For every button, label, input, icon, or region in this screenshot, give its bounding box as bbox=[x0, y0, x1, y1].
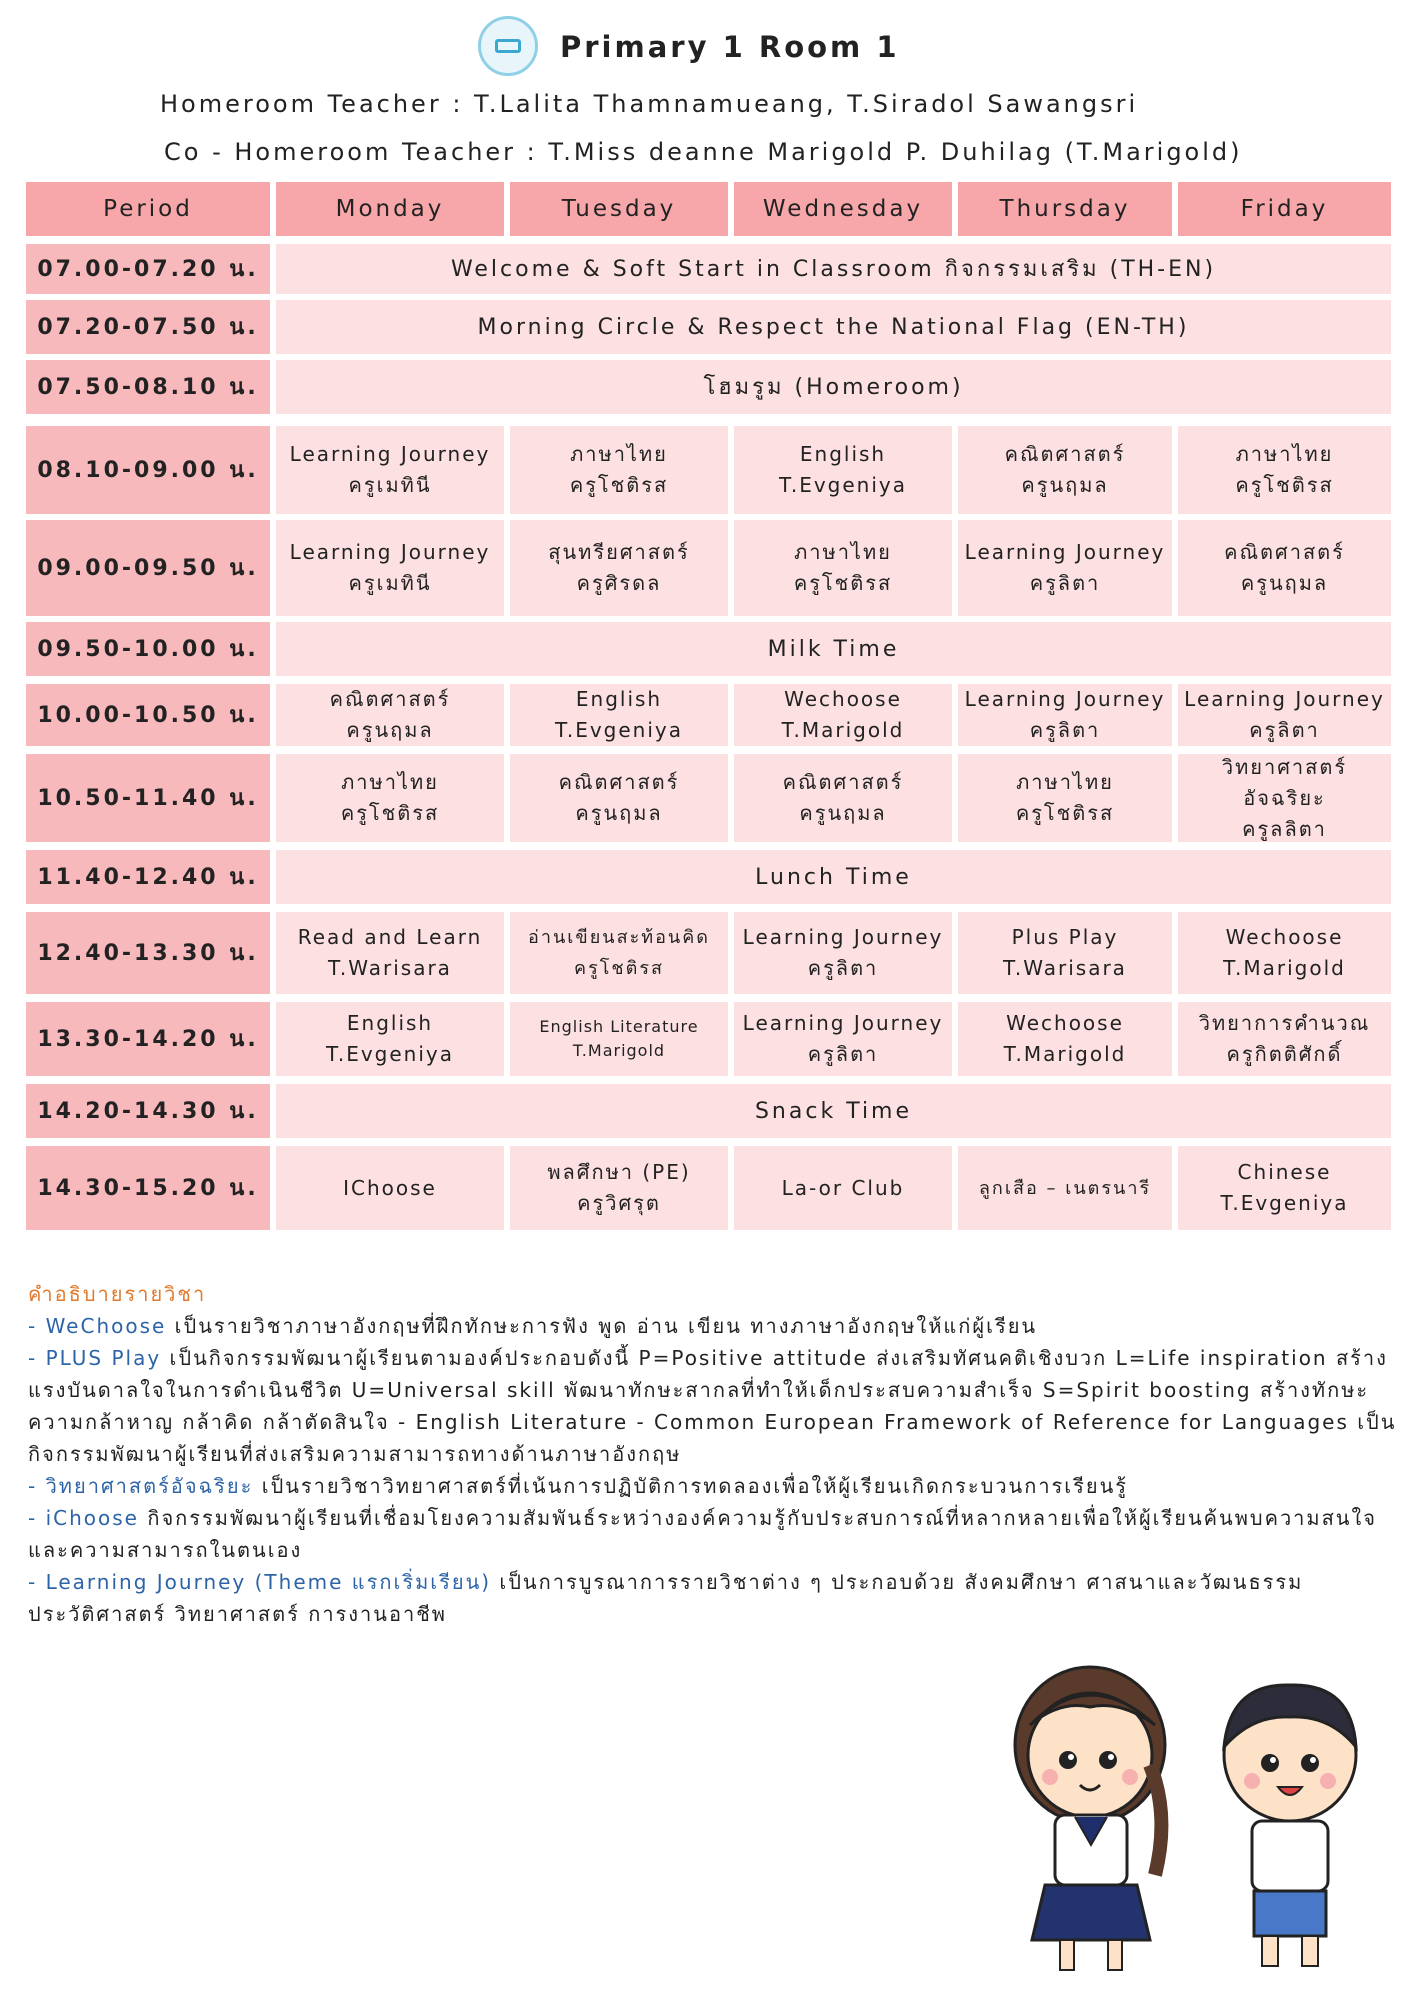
teacher-name: ครูเมทินี bbox=[348, 571, 432, 595]
teacher-name: T.Evgeniya bbox=[555, 718, 683, 742]
subject-name: English bbox=[346, 1011, 434, 1035]
note-bullet: - bbox=[28, 1346, 46, 1370]
subject-name: คณิตศาสตร์ bbox=[782, 770, 904, 794]
teacher-name: ครูวิศรุต bbox=[577, 1191, 661, 1215]
teacher-name: ครูเมทินี bbox=[348, 473, 432, 497]
lesson-cell bbox=[734, 1002, 952, 1076]
period-cell: 14.20-14.30 น. bbox=[26, 1084, 270, 1138]
subject-name: Learning Journey bbox=[964, 540, 1166, 564]
teacher-name: ครูลิตา bbox=[1249, 718, 1320, 742]
period-cell: 10.00-10.50 น. bbox=[26, 684, 270, 746]
subject-name: English bbox=[799, 442, 887, 466]
note-text: กิจกรรมพัฒนาผู้เรียนที่เชื่อมโยงความสัมพันธ์ระหว่างองค์ความรู้กับประสบการณ์ที่หลากหลายเพื่อให้ผู้เรียนค้นพบความสนใจและความสามารถในตนเอง bbox=[28, 1506, 1377, 1562]
activity-span-cell: Milk Time bbox=[276, 622, 1391, 676]
subject-name: Chinese bbox=[1237, 1160, 1332, 1184]
lesson-cell bbox=[510, 1002, 728, 1076]
lesson-cell bbox=[958, 912, 1172, 994]
subject-name: Learning Journey bbox=[742, 1011, 944, 1035]
period-cell: 11.40-12.40 น. bbox=[26, 850, 270, 904]
column-header-thursday: Thursday bbox=[958, 182, 1172, 236]
subject-name: Plus Play bbox=[1011, 925, 1119, 949]
teacher-name: T.Warisara bbox=[1003, 956, 1127, 980]
teacher-name: ครูลิตา bbox=[1029, 718, 1101, 742]
subject-name: ภาษาไทย bbox=[341, 770, 439, 794]
lesson-cell bbox=[1178, 1002, 1391, 1076]
subject-name: Read and Learn bbox=[297, 925, 483, 949]
teacher-name: ครูนฤมล bbox=[1021, 473, 1109, 497]
teacher-name: ครูโชติรส bbox=[569, 473, 669, 497]
table-row bbox=[26, 684, 1391, 746]
teacher-name: ครูนฤมล bbox=[346, 718, 434, 742]
lesson-cell bbox=[734, 912, 952, 994]
girl-illustration bbox=[1015, 1667, 1165, 1970]
teacher-name: T.Marigold bbox=[781, 718, 905, 742]
students-illustration bbox=[990, 1655, 1390, 1985]
lesson-cell bbox=[958, 754, 1172, 842]
activity-span-cell: Morning Circle & Respect the National Flag (EN-TH) bbox=[276, 300, 1391, 354]
school-logo bbox=[478, 16, 538, 76]
co-homeroom-teacher: Co - Homeroom Teacher : T.Miss deanne Marigold P. Duhilag (T.Marigold) bbox=[164, 138, 1243, 166]
subject-name: La-or Club bbox=[781, 1175, 905, 1200]
lesson-cell bbox=[1178, 684, 1391, 746]
subject-name: Learning Journey bbox=[742, 925, 944, 949]
subject-name: Learning Journey bbox=[289, 540, 491, 564]
table-row bbox=[26, 244, 1391, 294]
teacher-name: T.Evgeniya bbox=[326, 1042, 454, 1066]
subject-name: คณิตศาสตร์ bbox=[1004, 442, 1126, 466]
lesson-cell bbox=[734, 520, 952, 616]
teacher-name: ครูลลิตา bbox=[1242, 816, 1327, 841]
lesson-cell bbox=[958, 684, 1172, 746]
header-row bbox=[26, 182, 1391, 236]
lesson-cell bbox=[1178, 912, 1391, 994]
subject-name: English Literature bbox=[539, 1017, 699, 1036]
note-text: เป็นกิจกรรมพัฒนาผู้เรียนตามองค์ประกอบดังนี้ P=Positive attitude ส่งเสริมทัศนคติเชิงบวก L=Life inspiration สร้างแรงบันดาลใจในการดำเนินชีวิต U=Universal skill พัฒนาทักษะสากลที่ทำให้เด็กประสบความสำเร็จ S=Spirit boosting สร้างทักษะความกล้าหาญ กล้าคิด กล้าตัดสินใจ - English Literature - Common European Framework of Reference for Languages เป็นกิจกรรมพัฒนาผู้เรียนที่ส่งเสริมความสามารถทางด้านภาษาอังกฤษ bbox=[28, 1346, 1397, 1466]
subject-descriptions bbox=[28, 1278, 1398, 1630]
lesson-cell bbox=[510, 912, 728, 994]
subject-name: วิทยาการคำนวณ bbox=[1198, 1011, 1371, 1035]
table-row bbox=[26, 1002, 1391, 1076]
lesson-cell bbox=[958, 520, 1172, 616]
subject-name: Learning Journey bbox=[1184, 687, 1385, 711]
table-row bbox=[26, 360, 1391, 414]
subject-name: Wechoose bbox=[1225, 925, 1344, 949]
lesson-cell bbox=[734, 754, 952, 842]
table-row bbox=[26, 1146, 1391, 1230]
lesson-cell bbox=[276, 912, 504, 994]
table-row bbox=[26, 912, 1391, 994]
column-header-tuesday: Tuesday bbox=[510, 182, 728, 236]
period-cell: 13.30-14.20 น. bbox=[26, 1002, 270, 1076]
lesson-cell bbox=[510, 426, 728, 514]
note-keyword: WeChoose bbox=[45, 1314, 167, 1338]
table-row bbox=[26, 520, 1391, 616]
lesson-cell bbox=[276, 1146, 504, 1230]
teacher-name: T.Evgeniya bbox=[779, 473, 907, 497]
activity-span-cell: Snack Time bbox=[276, 1084, 1391, 1138]
lesson-cell bbox=[510, 754, 728, 842]
lesson-cell bbox=[1178, 520, 1391, 616]
note-item bbox=[28, 1470, 1398, 1502]
table-row bbox=[26, 426, 1391, 514]
period-cell: 07.00-07.20 น. bbox=[26, 244, 270, 294]
teacher-name: ครูกิตติศักดิ์ bbox=[1226, 1042, 1343, 1066]
lesson-cell bbox=[958, 1002, 1172, 1076]
note-item bbox=[28, 1566, 1398, 1630]
boy-illustration bbox=[1224, 1685, 1356, 1966]
period-cell: 07.50-08.10 น. bbox=[26, 360, 270, 414]
subject-name: IChoose bbox=[343, 1175, 437, 1200]
teacher-name: ครูโชติรส bbox=[340, 801, 440, 825]
teacher-name: T.Warisara bbox=[328, 956, 452, 980]
lesson-cell bbox=[734, 426, 952, 514]
lesson-cell bbox=[510, 1146, 728, 1230]
teacher-name: T.Marigold bbox=[1223, 956, 1346, 980]
subject-name: English bbox=[575, 687, 663, 711]
lesson-cell bbox=[958, 426, 1172, 514]
note-text: เป็นการบูรณาการรายวิชาต่าง ๆ ประกอบด้วย สังคมศึกษา ศาสนาและวัฒนธรรม ประวัติศาสตร์ วิทยาศาสตร์ การงานอาชีพ bbox=[28, 1570, 1304, 1626]
teacher-name: ครูลิตา bbox=[807, 1042, 879, 1066]
teacher-name: ครูนฤมล bbox=[799, 801, 887, 825]
period-cell: 12.40-13.30 น. bbox=[26, 912, 270, 994]
subject-name: ลูกเสือ – เนตรนารี bbox=[978, 1177, 1152, 1199]
page-header bbox=[0, 0, 1414, 175]
subject-name: Wechoose bbox=[784, 687, 902, 711]
subject-name: คณิตศาสตร์ bbox=[329, 687, 451, 711]
teacher-name: ครูโชติรส bbox=[1015, 801, 1115, 825]
teacher-name: ครูลิตา bbox=[1029, 571, 1101, 595]
subject-name: สุนทรียศาสตร์ bbox=[548, 540, 690, 564]
lesson-cell bbox=[510, 684, 728, 746]
note-text: เป็นรายวิชาภาษาอังกฤษที่ฝึกทักษะการฟัง พูด อ่าน เขียน ทางภาษาอังกฤษให้แก่ผู้เรียน bbox=[166, 1314, 1038, 1338]
period-cell: 09.00-09.50 น. bbox=[26, 520, 270, 616]
teacher-name: ครูลิตา bbox=[807, 956, 879, 980]
subject-name: Learning Journey bbox=[964, 687, 1166, 711]
table-row bbox=[26, 1084, 1391, 1138]
period-cell: 07.20-07.50 น. bbox=[26, 300, 270, 354]
subject-name: คณิตศาสตร์ bbox=[1224, 540, 1345, 564]
lesson-cell bbox=[276, 754, 504, 842]
subject-name: ภาษาไทย bbox=[794, 540, 892, 564]
note-bullet: - bbox=[28, 1314, 46, 1338]
teacher-name: ครูโชติรส bbox=[793, 571, 893, 595]
subject-name: ภาษาไทย bbox=[1235, 442, 1334, 466]
lesson-cell bbox=[958, 1146, 1172, 1230]
note-bullet: - bbox=[28, 1474, 46, 1498]
note-bullet: - bbox=[28, 1570, 46, 1594]
note-item bbox=[28, 1310, 1398, 1342]
lesson-cell bbox=[734, 1146, 952, 1230]
lesson-cell bbox=[1178, 426, 1391, 514]
subject-name: อ่านเขียนสะท้อนคิด bbox=[528, 927, 710, 948]
teacher-name: ครูนฤมล bbox=[575, 801, 663, 825]
subject-name: ภาษาไทย bbox=[570, 442, 668, 466]
column-header-friday: Friday bbox=[1178, 182, 1391, 236]
activity-span-cell: Lunch Time bbox=[276, 850, 1391, 904]
teacher-name: ครูศิรดล bbox=[576, 571, 662, 595]
lesson-cell bbox=[276, 684, 504, 746]
teacher-name: อัจฉริยะ bbox=[1243, 785, 1326, 810]
period-cell: 10.50-11.40 น. bbox=[26, 754, 270, 842]
period-cell: 09.50-10.00 น. bbox=[26, 622, 270, 676]
teacher-name: ครูนฤมล bbox=[1240, 571, 1329, 595]
page-title: Primary 1 Room 1 bbox=[560, 30, 900, 64]
note-item bbox=[28, 1342, 1398, 1470]
lesson-cell bbox=[510, 520, 728, 616]
note-text: เป็นรายวิชาวิทยาศาสตร์ที่เน้นการปฏิบัติการทดลองเพื่อให้ผู้เรียนเกิดกระบวนการเรียนรู้ bbox=[253, 1474, 1129, 1498]
subject-name: ภาษาไทย bbox=[1016, 770, 1114, 794]
activity-span-cell: Welcome & Soft Start in Classroom กิจกรรมเสริม (TH-EN) bbox=[276, 244, 1391, 294]
lesson-cell bbox=[1178, 754, 1391, 842]
table-row bbox=[26, 300, 1391, 354]
lesson-cell bbox=[276, 426, 504, 514]
lesson-cell bbox=[734, 684, 952, 746]
lesson-cell bbox=[276, 1002, 504, 1076]
lesson-cell bbox=[276, 520, 504, 616]
column-header-wednesday: Wednesday bbox=[734, 182, 952, 236]
subject-name: คณิตศาสตร์ bbox=[558, 770, 680, 794]
period-cell: 08.10-09.00 น. bbox=[26, 426, 270, 514]
teacher-name: T.Evgeniya bbox=[1220, 1191, 1349, 1215]
note-keyword: iChoose bbox=[45, 1506, 139, 1530]
subject-name: Learning Journey bbox=[289, 442, 491, 466]
teacher-name: ครูโชติรส bbox=[574, 958, 664, 979]
subject-name: พลศึกษา (PE) bbox=[547, 1160, 691, 1184]
subject-name: Wechoose bbox=[1006, 1011, 1124, 1035]
table-row bbox=[26, 622, 1391, 676]
teacher-name: ครูโชติรส bbox=[1235, 473, 1334, 497]
period-cell: 14.30-15.20 น. bbox=[26, 1146, 270, 1230]
notes-heading: คำอธิบายรายวิชา bbox=[28, 1282, 207, 1306]
table-row bbox=[26, 754, 1391, 842]
teacher-name: T.Marigold bbox=[1003, 1042, 1127, 1066]
column-header-period: Period bbox=[26, 182, 270, 236]
note-keyword: PLUS Play bbox=[45, 1346, 162, 1370]
activity-span-cell: โฮมรูม (Homeroom) bbox=[276, 360, 1391, 414]
note-keyword: วิทยาศาสตร์อัจฉริยะ bbox=[45, 1474, 254, 1498]
note-keyword: Learning Journey (Theme แรกเริ่มเรียน) bbox=[45, 1570, 492, 1594]
teacher-name: T.Marigold bbox=[572, 1041, 666, 1060]
homeroom-teacher: Homeroom Teacher : T.Lalita Thamnamueang, T.Siradol Sawangsri bbox=[160, 90, 1139, 118]
subject-name: วิทยาศาสตร์ bbox=[1221, 754, 1348, 779]
note-item bbox=[28, 1502, 1398, 1566]
table-row bbox=[26, 850, 1391, 904]
lesson-cell bbox=[1178, 1146, 1391, 1230]
column-header-monday: Monday bbox=[276, 182, 504, 236]
note-bullet: - bbox=[28, 1506, 46, 1530]
